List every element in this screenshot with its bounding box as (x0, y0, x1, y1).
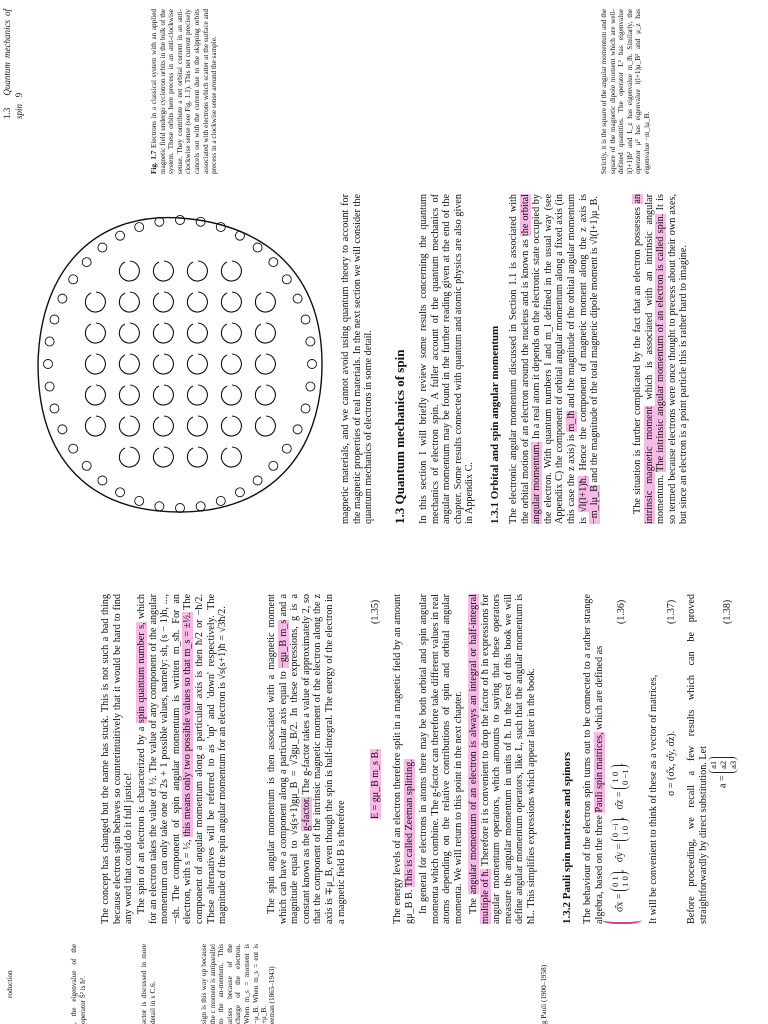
cyclotron-orbit (187, 447, 207, 467)
skipping-orbit (269, 258, 278, 267)
skipping-orbit (301, 315, 310, 324)
cyclotron-orbit (119, 416, 139, 436)
margin-note-5: g Pauli (1900–1958) (540, 964, 548, 1024)
skipping-orbit (176, 216, 185, 225)
skipping-orbit (135, 223, 144, 232)
cyclotron-orbit (187, 261, 207, 281)
vector-a (708, 757, 738, 773)
cyclotron-orbit (153, 292, 173, 312)
running-head-title: Quantum mechanics of spin (2, 9, 24, 119)
text-run: which is associated with an intrinsic angular momentum. (643, 194, 667, 524)
skipping-orbit (196, 502, 205, 511)
text-run: The behaviour of the electron spin turns out to be connected to a rather strange algebra, based on the three (582, 594, 605, 924)
matrix-z (610, 765, 630, 789)
text-run: Therefore it is convenient to drop the factor of ħ in expressions for angular momentum operators, which amounts to saying that these operators measure the angular momentum in units of ħ. In the rest of this book we will define angular momentum operators, like L, such that the angular momentum is ħL. This simplifies expressions which appear later in the book. (479, 594, 537, 924)
skipping-orbit (301, 404, 310, 413)
cyclotron-orbit (119, 354, 139, 374)
text-run: which for an electron takes the value of ½. The value of any component of the angular momentum can only take one of 2s + 1 possible values, namely: sh, (s − 1)h, ..., −sh. The component of spin angular momentum is written m_sħ. For an electron, with s = ½, (136, 594, 194, 924)
pen-brace (602, 914, 642, 924)
figure-label: Fig. 1.7 (150, 150, 158, 174)
cyclotron-orbit (255, 385, 275, 405)
cyclotron-orbit (255, 323, 275, 343)
skipping-orbit (235, 231, 244, 240)
equation-number: (1.37) (666, 599, 677, 624)
heading-1-3-1: 1.3.1 Orbital and spin angular momentum (489, 325, 501, 524)
text-run: The energy levels of an electron therefore split in a magnetic field by an amount gμ_B B. (392, 594, 415, 924)
skipping-orbit (216, 496, 225, 505)
vector-entry: a1 (708, 760, 718, 769)
cyclotron-orbit (255, 416, 275, 436)
equation-number: (1.35) (370, 599, 381, 624)
margin-note-4: eeman (1865–1943) (268, 966, 276, 1024)
highlight-pauli: Pauli spin matrices, (593, 732, 605, 813)
left-running-head: roduction (6, 970, 14, 998)
sample-outline (38, 218, 322, 512)
skipping-orbit (58, 425, 67, 434)
cyclotron-orbit (153, 354, 173, 374)
cyclotron-orbit (221, 292, 241, 312)
skipping-orbit (306, 337, 315, 346)
text-run: and the magnitude of the total magnetic dipole moment is √l(l+1)μ_B. (589, 196, 601, 486)
heading-1-3-2: 1.3.2 Pauli spin matrices and spinors (561, 751, 573, 924)
text-run: In a real atom it depends on the electronic state occupied by the electron. With quantum numbers l and m_l defined in the usual way (see Appendix C) the component of orbital angular momentum along a fixed axis (in this case the z axis) is (531, 194, 577, 524)
text-run: The situation is further complicated by the fact that an electron possesses (632, 203, 643, 514)
cyclotron-orbit (255, 292, 275, 312)
skipping-orbit (50, 315, 59, 324)
text-run: The component of angular momentum along a particular axis is then ħ/2 or −ħ/2. These alternatives will be referred to as 'up' and 'down' respectively. The magnitude of the spin angular momentum for an electron is √s(s+1)ħ = √3ħ/2. (182, 594, 229, 924)
cyclotron-orbit (119, 447, 139, 467)
equation-1-37: σ = (σ̂x, σ̂y, σ̂z). (666, 730, 677, 796)
cyclotron-orbit-grid (85, 261, 275, 467)
highlight-zeeman: This is called Zeeman splitting. (403, 759, 415, 888)
skipping-orbit (69, 444, 78, 453)
matrix-row: 1 0 (620, 876, 630, 887)
skipping-orbit (282, 275, 291, 284)
text-run: which are defined as (593, 645, 605, 733)
cyclotron-orbit (187, 416, 207, 436)
heading-1-3: 1.3 Quantum mechanics of spin (392, 349, 407, 524)
text-run: and a magnitude equal to √s(s+1)gμ_B = √3gμ_B/2. In these expressions, g is a constant known as the (277, 594, 312, 924)
col1-para-3 (266, 594, 347, 924)
skipping-orbit (308, 360, 317, 369)
col2-para-3 (508, 194, 601, 524)
page-number: 9 (13, 92, 24, 98)
cyclotron-orbit (221, 261, 241, 281)
skipping-orbit (58, 294, 67, 303)
col1-para-5: In general for electrons in atoms there may be both orbital and spin angular momenta which combine. The g-factor can therefore take different values in real atoms depending on the relative contributions of spin and orbital angular momenta. We will return to this point in the next chapter. (418, 594, 464, 924)
equation-1-38 (708, 757, 738, 788)
text-run: and the magnitude of the orbital angular momentum is (565, 194, 589, 524)
cyclotron-orbit (153, 261, 173, 281)
cyclotron-orbit (187, 385, 207, 405)
skipping-orbit (282, 444, 291, 453)
cyclotron-orbit (187, 292, 207, 312)
skipping-orbit (196, 217, 205, 226)
cyclotron-orbit (119, 292, 139, 312)
cyclotron-orbit (153, 323, 173, 343)
cyclotron-orbit (153, 416, 173, 436)
highlight-spin-quantum-number: spin quantum number s, (136, 622, 147, 724)
skipping-orbit (176, 504, 185, 513)
text-run: The electronic angular momentum discussed in Section 1.1 is associated with the orbital motion of an electron around the nucleus and is known as (508, 194, 531, 524)
cyclotron-orbit (119, 385, 139, 405)
cyclotron-orbit (85, 323, 105, 343)
skipping-orbit (155, 217, 164, 226)
cyclotron-orbit (221, 354, 241, 374)
skipping-orbit (98, 476, 107, 485)
cyclotron-orbit (85, 416, 105, 436)
skipping-orbit (269, 461, 278, 470)
skipping-orbit (82, 258, 91, 267)
cyclotron-orbit (255, 354, 275, 374)
skipping-orbit (306, 382, 315, 391)
text-run: The g-factor takes a value of approximately 2, so that the component of the intrinsic magnetic moment of the electron along the z axis is ∓μ_B, even though the spin is half-integral. The energy of the electron in a magnetic field B is therefore (300, 593, 347, 924)
equation-1-35 (370, 749, 382, 819)
margin-note-strictly: Strictly, it is the square of the angular momentum and the square of the magnetic dipole moment which are well-defined quantities. The operator L² has eigenvalue l(l+1)ħ² and L_z has eigenvalue m_lħ. Similarly, the operator μ² has eigenvalue l(l+1)μ_B² and μ_z has eigenvalue −m_lμ_B. (600, 8, 651, 174)
matrix-row: 0 1 (610, 876, 620, 887)
highlight-magnitude: √l(l+1)ħ. (577, 475, 589, 513)
matrix-row: 1 0 (610, 771, 620, 783)
highlight-moment: −gμ_B m_s (277, 619, 289, 669)
text-run: The spin angular momentum is then associated with a magnetic moment which can have a component along a particular axis equal to (266, 594, 289, 924)
cyclotron-orbit (85, 292, 105, 312)
matrix-y (610, 820, 630, 842)
text-run: The spin of an electron is characterized by a (136, 723, 147, 914)
skipping-orbit (155, 502, 164, 511)
cyclotron-orbit (221, 416, 241, 436)
col1-para-7 (582, 594, 605, 924)
figure-cyclotron-orbits (30, 204, 330, 524)
col2-para-2: In this section I will briefly review some results concerning the quantum mechanics of electron spin. A fuller account of the quantum mechanics of angular momentum may be found in the further reading given at the end of the chapter. Some results connected with quantum and atomic physics are also given in Appendix C. (418, 194, 476, 524)
cyclotron-orbit (85, 385, 105, 405)
cyclotron-orbit (119, 261, 139, 281)
sigma-x-label: σ̂x = (614, 893, 626, 912)
caption-text: Electrons in a classical system with an applied magnetic field undergo cyclotron orbits in the bulk of the system. These orbits here precess in an anti-clockwise sense. They contribute a net orbital current in an anti-clockwise sense (see Fig. 1.1). This net current precisely cancels out with the current due to the skipping orbits associated with electrons which scatter at the surface and precess in a clockwise sense around the sample. (150, 8, 219, 174)
skipping-orbit (235, 488, 244, 497)
col1-para-4 (392, 594, 415, 924)
skipping-orbit (69, 275, 78, 284)
margin-note-2: actor is discussed in more detail in x C.6. (140, 944, 157, 1024)
text-run: Hence the component of magnetic moment along the z axis is (577, 194, 589, 476)
skipping-orbit (45, 337, 54, 346)
vector-label: a = (717, 775, 729, 788)
highlight-g-factor: g-factor. (300, 796, 312, 831)
skipping-orbit (82, 461, 91, 470)
skipping-orbit (253, 243, 262, 252)
highlight-ml: m_lħ (565, 410, 577, 432)
equation-number: (1.38) (722, 599, 733, 624)
cyclotron-orbit (153, 385, 173, 405)
skipping-orbit (50, 404, 59, 413)
col1-para-9: Before proceeding, we recall a few results which can be proved straightforwardly by direct substitution. Let (686, 594, 709, 924)
skipping-orbit (45, 382, 54, 391)
margin-note-3: sign is this way up because the c moment is antiparallel to the an-mentum. This arises because of the charge of the electron. When m_s = moment is −μ_B. When m_s = ent is +μ_B. (200, 944, 269, 1024)
skipping-orbit (116, 488, 125, 497)
cyclotron-orbit (85, 354, 105, 374)
cyclotron-orbit (221, 323, 241, 343)
cyclotron-orbit (187, 323, 207, 343)
figure-caption (150, 9, 219, 174)
cyclotron-orbit (153, 447, 173, 467)
skipping-orbit (98, 243, 107, 252)
col1-para-1: The concept has changed but the name has stuck. This is not such a bad thing because electron spin behaves so counterintuitively that it would be hard to find any word that could do it full justice! (100, 594, 135, 924)
skipping-orbit (293, 294, 302, 303)
vector-entry: a3 (728, 760, 738, 769)
margin-note-1: , the eigenvalue of the operator Ŝ² is ħ². (70, 944, 87, 1024)
highlight-angular-momentum: angular momentum of an electron is always an integral or half-integral multiple of ħ. (468, 594, 491, 924)
highlight-two-values: this means only two possible values so that m_s = ±½. (182, 612, 194, 837)
col2-para-4 (632, 194, 690, 524)
matrix-x (610, 872, 630, 891)
skipping-orbit (135, 496, 144, 505)
highlight-moment-z: −m_lμ_B (589, 485, 601, 524)
col1-para-2 (136, 594, 229, 924)
skipping-orbit (216, 223, 225, 232)
cyclotron-orbit (221, 447, 241, 467)
running-head-section: 1.3 (2, 107, 12, 119)
matrix-row: 0 −i (610, 823, 620, 838)
matrix-row: i 0 (620, 825, 630, 835)
skipping-orbit (116, 231, 125, 240)
running-head (2, 9, 25, 119)
highlight-intrinsic-moment: an intrinsic magnetic moment (632, 194, 655, 524)
col1-para-8: It will be convenient to think of these as a vector of matrices, (648, 674, 659, 924)
pauli-matrices: σ̂x = 0 1 1 0, σ̂y = 0 −i i 0, σ̂z = 1 0 0 −1. (610, 762, 630, 912)
equation-number: (1.36) (616, 599, 627, 624)
col1-para-6 (468, 594, 538, 924)
highlight-spin: The intrinsic angular momentum of an electron is called spin. (655, 213, 667, 472)
cyclotron-orbit (221, 385, 241, 405)
matrix-row: 0 −1 (620, 769, 630, 786)
skipping-orbit (44, 360, 53, 369)
cyclotron-orbit (119, 323, 139, 343)
sigma-y-label: σ̂y = (614, 843, 626, 863)
cyclotron-orbit (187, 354, 207, 374)
col2-para-1: magnetic materials, and we cannot avoid using quantum theory to account for the magnetic properties of real materials. In the next section we will consider the quantum mechanics of electrons in some detail. (340, 194, 375, 524)
text-run: It is so termed because electrons were once thought to precess about their own axes, but since an electron is a point particle this is rather hard to imagine. (655, 194, 690, 524)
skipping-orbit (253, 476, 262, 485)
vector-entry: a2 (718, 760, 728, 769)
text-run: The (468, 894, 479, 914)
sigma-z-label: σ̂z = (614, 791, 626, 810)
skipping-orbit (293, 425, 302, 434)
equation-text: E = gμ_B m_s B. (370, 749, 381, 819)
highlight-orbital: the orbital angular momentum. (519, 193, 543, 524)
